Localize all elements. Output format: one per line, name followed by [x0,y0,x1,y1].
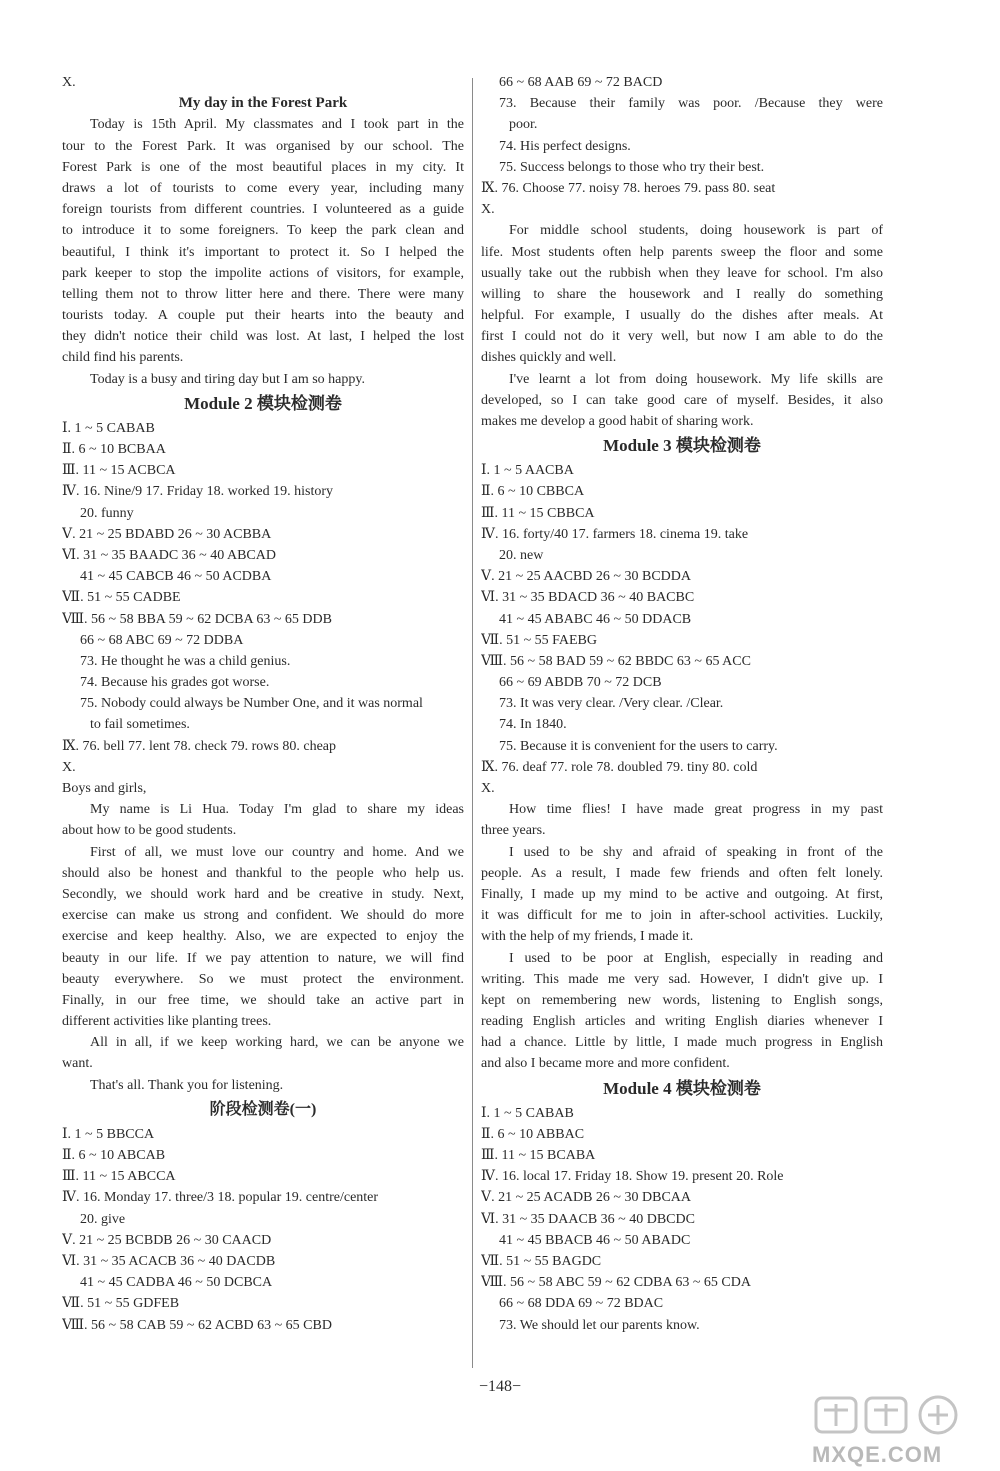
text-line: Ⅷ. 56 ~ 58 ABC 59 ~ 62 CDBA 63 ~ 65 CDA [481,1275,751,1291]
text-line: I used to be shy and afraid of speaking in front of the [509,844,883,860]
text-line: Ⅰ. 1 ~ 5 BBCCA [62,1126,155,1142]
essay-title: My day in the Forest Park [178,95,348,112]
text-line: 20. new [499,547,544,563]
text-line: Ⅸ. 76. deaf 77. role 78. doubled 79. tiny 80. cold [481,759,758,775]
text-line: Ⅰ. 1 ~ 5 CABAB [481,1105,574,1121]
text-line: draws a lot of tourists to come every year, including many [62,180,464,196]
text-line: it was difficult for me to join in after-school activities. Luckily, [481,908,883,924]
text-line: dishes quickly and well. [481,350,617,366]
text-line: 74. In 1840. [499,717,567,733]
right-column [481,72,883,1336]
text-line: park keeper to stop the impolite actions of visitors, for example, [62,265,464,281]
text-line: poor. [509,117,538,133]
text-line: 75. Nobody could always be Number One, and it was normal [80,696,423,712]
watermark-text: MXQE.COM [812,1442,943,1467]
text-line: telling them not to throw litter here and there. There were many [62,286,464,302]
text-line: beautiful, I think it's important to protect it. So I helped the [62,244,464,260]
text-line: exercise can make us strong and confident. We should do more [62,908,464,924]
text-line: Ⅵ. 31 ~ 35 DAACB 36 ~ 40 DBCDC [481,1211,695,1227]
text-line: Ⅴ. 21 ~ 25 ACADB 26 ~ 30 DBCAA [481,1190,691,1206]
text-line: 74. Because his grades got worse. [80,675,270,691]
text-line: kept on remembering new words, listening to English songs, [481,992,883,1008]
section-mark: X. [62,75,76,90]
text-line: tourists today. A couple put their hearts into the beauty and [62,308,464,324]
text-line: Ⅲ. 11 ~ 15 BCABA [481,1148,596,1163]
section-mark: X. [481,781,495,796]
text-line: Ⅵ. 31 ~ 35 BAADC 36 ~ 40 ABCAD [62,547,276,563]
text-line: Ⅴ. 21 ~ 25 AACBD 26 ~ 30 BCDDA [481,569,691,585]
text-line: Ⅸ. 76. bell 77. lent 78. check 79. rows 80. cheap [62,738,336,754]
text-line: different activities like planting trees. [62,1014,272,1030]
text-line: Ⅴ. 21 ~ 25 BDABD 26 ~ 30 ACBBA [62,526,272,542]
text-line: Ⅷ. 56 ~ 58 CAB 59 ~ 62 ACBD 63 ~ 65 CBD [62,1317,332,1333]
text-line: Ⅷ. 56 ~ 58 BBA 59 ~ 62 DCBA 63 ~ 65 DDB [62,611,332,627]
text-line: 41 ~ 45 CABCB 46 ~ 50 ACDBA [80,569,272,585]
text-line: Ⅶ. 51 ~ 55 CADBE [62,590,181,606]
text-line: should also be honest and thankful to the people who help us. [62,865,464,881]
text-line: Secondly, we should work hard and be creative in study. Next, [62,886,464,902]
text-line: 73. He thought he was a child genius. [80,653,291,669]
text-line: 41 ~ 45 CADBA 46 ~ 50 DCBCA [80,1275,273,1291]
text-line: 75. Success belongs to those who try their best. [499,159,765,175]
text-line: 41 ~ 45 BBACB 46 ~ 50 ABADC [499,1232,691,1248]
text-line: foreign tourists from different countries. I volunteered as a guide [62,202,464,218]
text-line: and also I became more and more confident. [481,1056,730,1072]
text-line: child find his parents. [62,350,184,366]
text-line: Ⅶ. 51 ~ 55 FAEBG [481,632,597,648]
text-line: they didn't notice their child was lost. At last, I helped the lost [62,329,464,345]
text-line: makes me develop a good habit of sharing work. [481,414,754,429]
page-number: −148− [478,1378,522,1395]
text-line: 73. We should let our parents know. [499,1317,700,1333]
text-line: 66 ~ 68 DDA 69 ~ 72 BDAC [499,1296,664,1312]
text-line: Ⅲ. 11 ~ 15 ACBCA [62,463,176,479]
text-line: Ⅵ. 31 ~ 35 BDACD 36 ~ 40 BACBC [481,590,695,606]
text-line: My name is Li Hua. Today I'm glad to share my ideas [90,802,464,818]
text-line: 66 ~ 68 ABC 69 ~ 72 DDBA [80,632,244,648]
text-line: Ⅱ. 6 ~ 10 ABBAC [481,1126,585,1142]
text-line: Ⅶ. 51 ~ 55 GDFEB [62,1296,180,1312]
text-line: That's all. Thank you for listening. [90,1077,284,1093]
column-divider [472,78,473,1368]
text-line: Today is a busy and tiring day but I am so happy. [90,371,365,387]
text-line: How time flies! I have made great progress in my past [509,802,883,818]
section-mark: X. [481,202,495,218]
text-line: Ⅳ. 16. Nine/9 17. Friday 18. worked 19. history [62,484,334,500]
text-line: exercise and keep healthy. Also, we are expected to enjoy the [62,929,464,945]
text-line: Ⅳ. 16. local 17. Friday 18. Show 19. present 20. Role [481,1169,784,1185]
text-line: 20. funny [80,505,134,521]
text-line: For middle school students, doing housework is part of [509,223,883,239]
text-line: usually take out the rubbish when they leave for school. I'm also [481,265,883,281]
text-line: had a chance. Little by little, I made much progress in English [481,1035,883,1051]
text-line: Ⅱ. 6 ~ 10 ABCAB [62,1148,166,1163]
text-line: Finally, in our free time, we should take an active part in [62,992,464,1008]
text-line: reading English articles and writing English diaries whenever I [481,1014,883,1030]
text-line: 41 ~ 45 ABABC 46 ~ 50 DDACB [499,611,692,627]
text-line: willing to share the housework and I really do something [481,286,883,302]
text-line: 66 ~ 69 ABDB 70 ~ 72 DCB [499,675,662,691]
text-line: to fail sometimes. [90,717,190,733]
text-line: beauty in our life. If we pay attention to nature, we will find [62,950,464,966]
text-line: Ⅲ. 11 ~ 15 ABCCA [62,1169,176,1185]
text-line: Forest Park is one of the most beautiful places in my city. It [62,159,464,175]
text-line: tour to the Forest Park. It was organised by our school. The [62,138,464,154]
text-line: Today is 15th April. My classmates and I took part in the [90,117,464,133]
text-line: 73. It was very clear. /Very clear. /Clear. [499,696,724,712]
text-line: Ⅸ. 76. Choose 77. noisy 78. heroes 79. pass 80. seat [481,180,776,196]
text-line: Ⅰ. 1 ~ 5 AACBA [481,463,574,479]
text-line: 20. give [80,1211,126,1227]
text-line: people. As a result, I made few friends and often felt lonely. [481,865,883,881]
text-line: with the help of my friends, I made it. [481,929,694,945]
text-line: first I could not do it very well, but now I am able to do the [481,329,883,345]
text-line: Ⅱ. 6 ~ 10 BCBAA [62,442,166,457]
text-line: 66 ~ 68 AAB 69 ~ 72 BACD [499,75,663,90]
text-line: Ⅶ. 51 ~ 55 BAGDC [481,1253,602,1269]
text-line: Ⅴ. 21 ~ 25 BCBDB 26 ~ 30 CAACD [62,1232,272,1248]
text-line: Finally, I made up my mind to be active and outgoing. At first, [481,886,883,902]
text-line: life. Most students often help parents sweep the floor and some [481,244,883,260]
text-line: 74. His perfect designs. [499,138,631,154]
text-line: to introduce it to some foreigners. To keep the park clean and [62,223,464,239]
text-line: Ⅷ. 56 ~ 58 BAD 59 ~ 62 BBDC 63 ~ 65 ACC [481,653,751,669]
module-heading: Module 4 模块检测卷 [603,1078,761,1098]
section-mark: X. [62,759,76,775]
text-line: want. [62,1056,93,1072]
module-heading: Module 3 模块检测卷 [603,436,761,456]
text-line: All in all, if we keep working hard, we can be anyone we [90,1035,464,1051]
text-line: 75. Because it is convenient for the users to carry. [499,738,778,754]
text-line: Ⅳ. 16. Monday 17. three/3 18. popular 19. centre/center [62,1190,379,1206]
text-line: Ⅲ. 11 ~ 15 CBBCA [481,505,595,521]
text-line: Ⅵ. 31 ~ 35 ACACB 36 ~ 40 DACDB [62,1253,276,1269]
text-line: Ⅳ. 16. forty/40 17. farmers 18. cinema 19. take [481,526,749,542]
text-line: developed, so I can take good care of myself. Besides, it also [481,392,883,408]
module-heading: Module 2 模块检测卷 [184,393,342,413]
text-line: First of all, we must love our country and home. And we [90,844,464,860]
text-line: writing. This made me very sad. However, I didn't give up. I [481,971,883,987]
text-line: three years. [481,823,546,839]
text-line: helpful. For example, I usually do the dishes after meals. At [481,308,883,324]
text-line: beauty everywhere. So we must protect the environment. [62,971,464,987]
text-line: Ⅱ. 6 ~ 10 CBBCA [481,484,585,500]
text-line: I used to be poor at English, especially in reading and [509,950,883,966]
text-line: I've learnt a lot from doing housework. My life skills are [509,371,883,387]
section-heading: 阶段检测卷(一) [209,1100,317,1118]
text-line: Boys and girls, [62,781,147,796]
left-column [62,72,464,1336]
text-line: Ⅰ. 1 ~ 5 CABAB [62,420,155,436]
text-line: about how to be good students. [62,823,237,839]
text-line: 73. Because their family was poor. /Because they were [499,96,883,112]
